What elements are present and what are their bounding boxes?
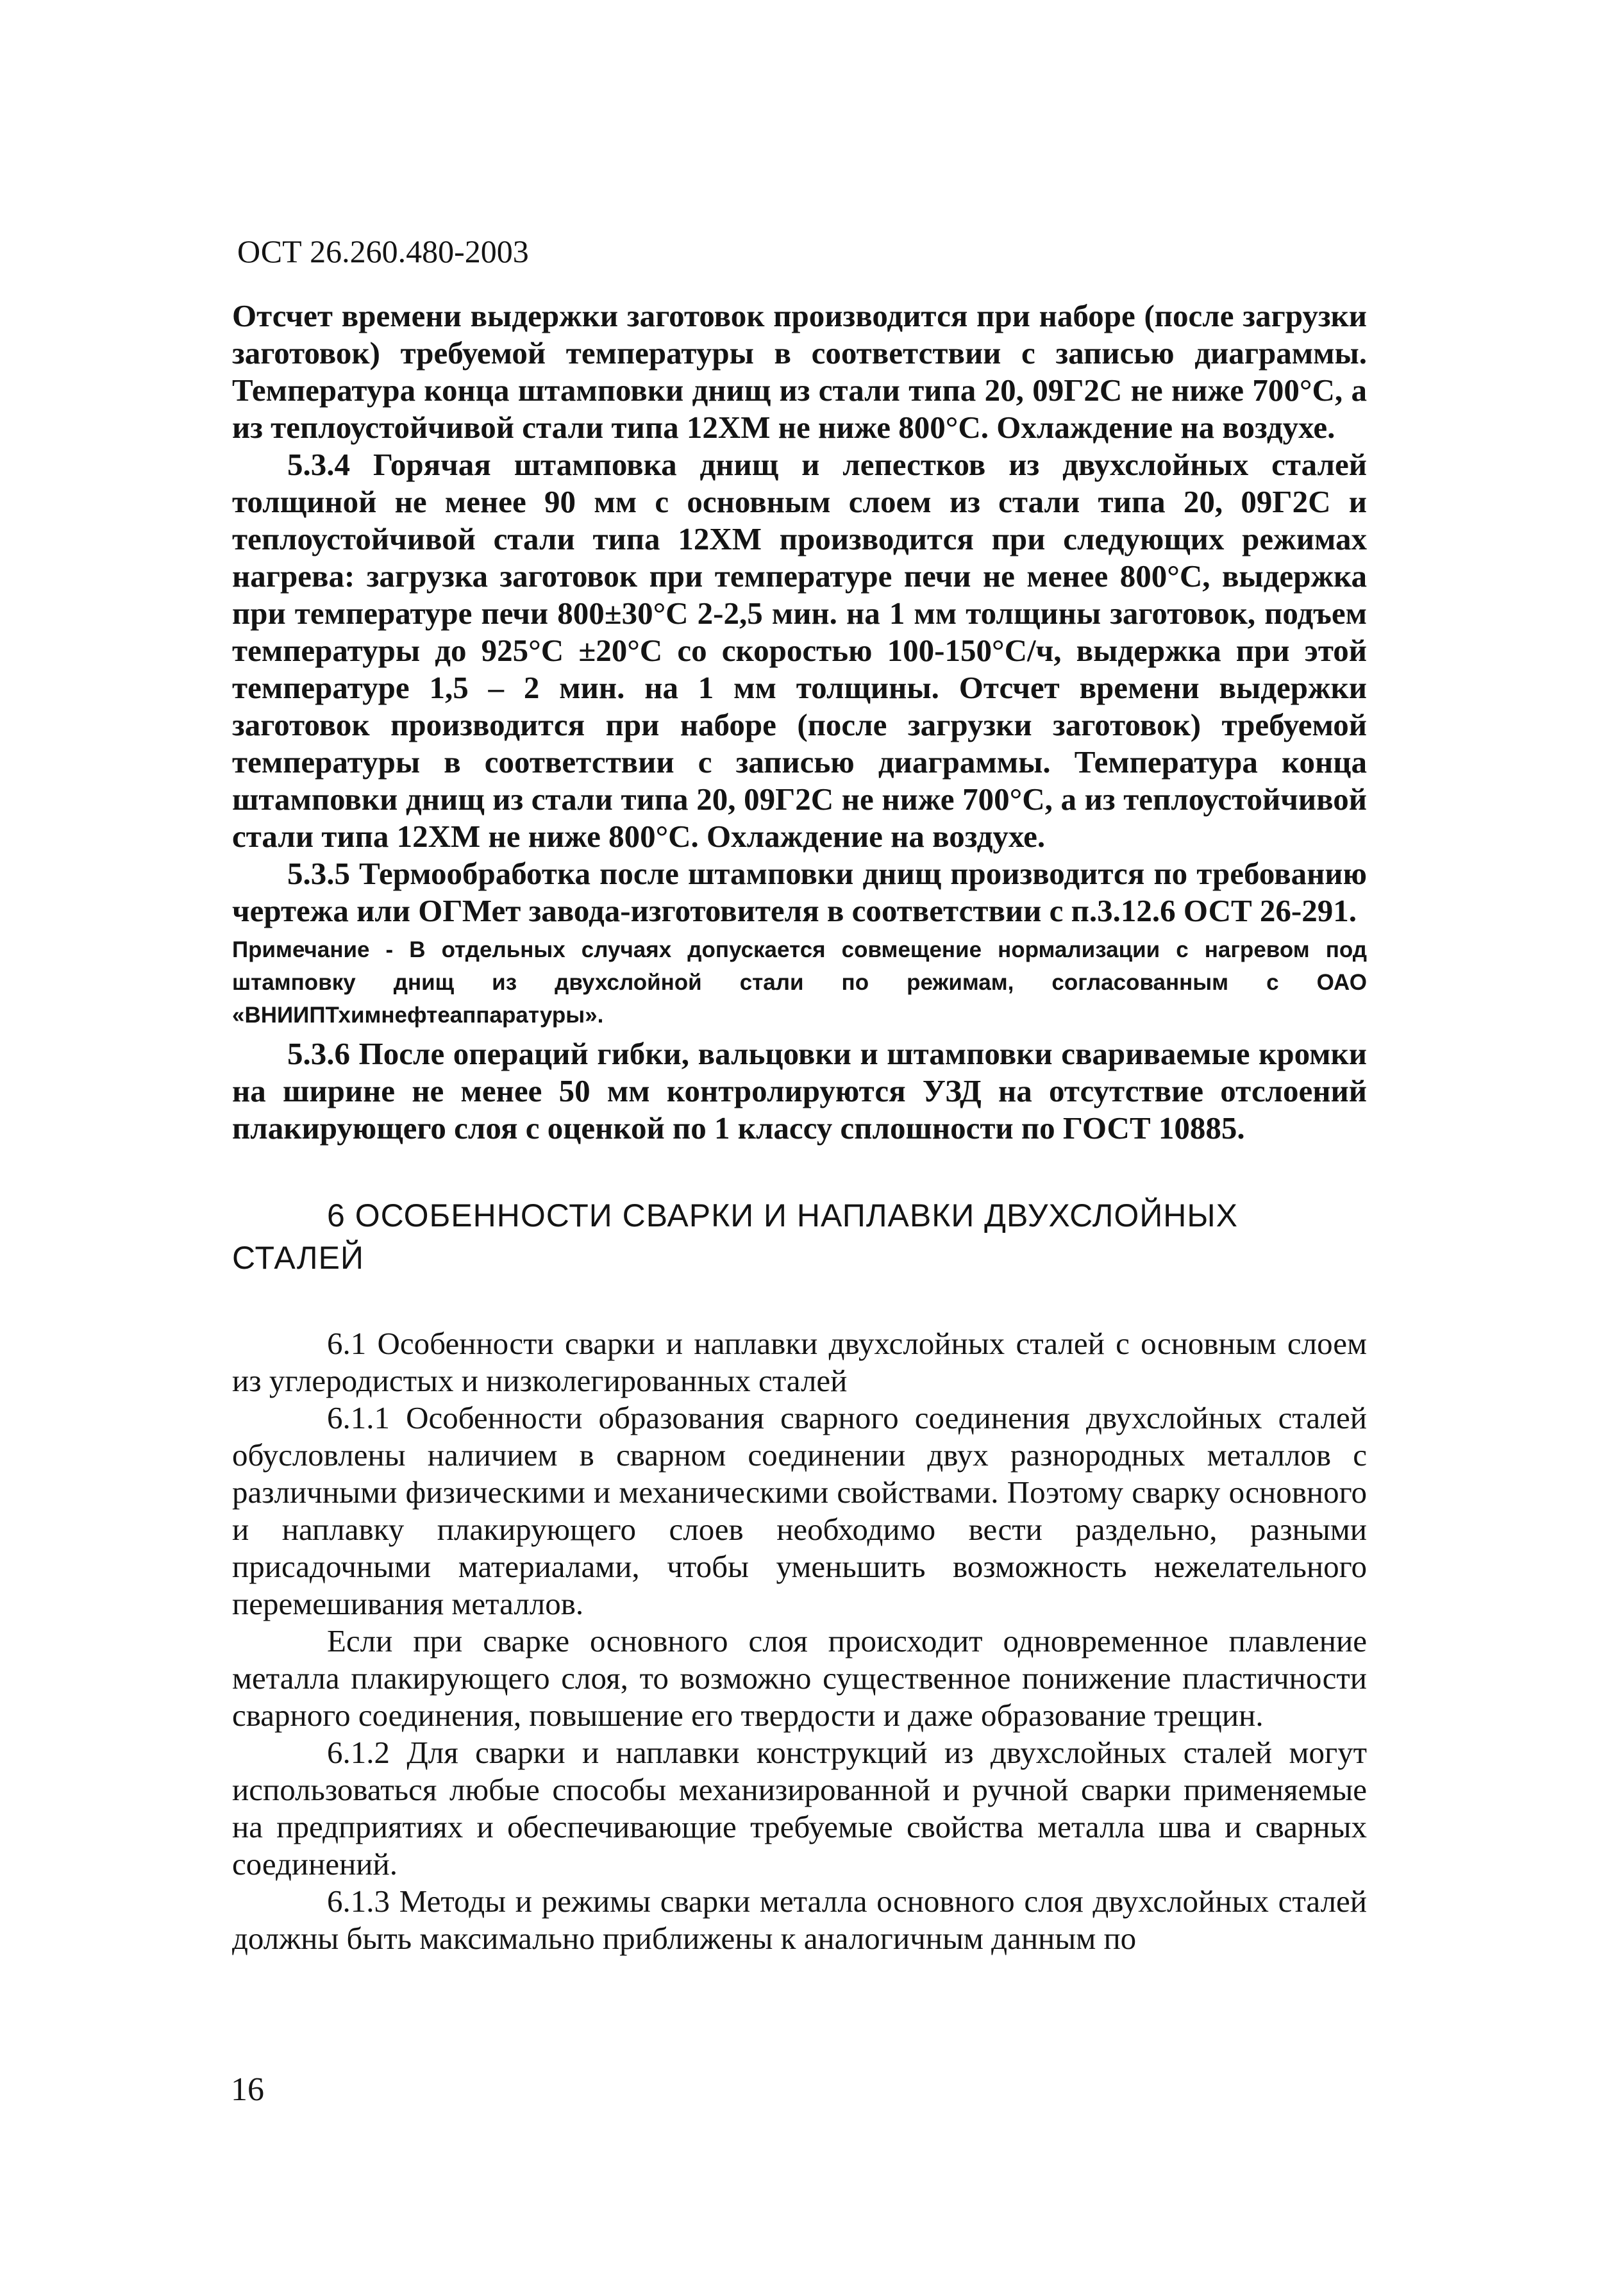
paragraph-cracking: Если при сварке основного слоя происходит одновременное плавление металла плакирующего слоя, то возможно существенное понижение пластичности сварного соединения, повышение его твердости и даже образование трещин. [232,1623,1367,1733]
note-paragraph: Примечание - В отдельных случаях допускается совмещение нормализации с нагревом под штамповку днищ из двухслойной стали по режимам, согласованным с ОАО «ВНИИПТхимнефтеаппаратуры». [232,937,1367,1028]
section-heading-6: 6 ОСОБЕННОСТИ СВАРКИ И НАПЛАВКИ ДВУХСЛОЙНЫХ СТАЛЕЙ [232,1198,1238,1276]
paragraph-5-3-5: 5.3.5 Термообработка после штамповки днищ производится по требованию чертежа или ОГМет завода-изготовителя в соответствии с п.3.12.6 ОСТ 26-291. [232,856,1367,928]
paragraph-holding-time: Отсчет времени выдержки заготовок производится при наборе (после загрузки заготовок) требуемой температуры в соответствии с записью диаграммы. Температура конца штамповки днищ из стали типа 20, 09Г2С не ниже 700°С, а из теплоустойчивой стали типа 12ХМ не ниже 800°С. Охлаждение на воздухе. [232,298,1367,445]
paragraph-5-3-6: 5.3.6 После операций гибки, вальцовки и штамповки свариваемые кромки на ширине не менее 50 мм контролируются УЗД на отсутствие отслоений плакирующего слоя с оценкой по 1 классу сплошности по ГОСТ 10885. [232,1036,1367,1146]
document-code-header: ОСТ 26.260.480-2003 [237,233,529,269]
page-number: 16 [231,2071,264,2108]
subsection-6-1-title: 6.1 Особенности сварки и наплавки двухслойных сталей с основным слоем из углеродистых и низколегированных сталей [232,1326,1367,1398]
paragraph-6-1-2: 6.1.2 Для сварки и наплавки конструкций из двухслойных сталей могут использоваться любые способы механизированной и ручной сварки применяемые на предприятиях и обеспечивающие требуемые свойства металла шва и сварных соединений. [232,1735,1367,1882]
paragraph-5-3-4: 5.3.4 Горячая штамповка днищ и лепестков из двухслойных сталей толщиной не менее 90 мм с основным слоем из стали типа 20, 09Г2С и теплоустойчивой стали типа 12ХМ производится при следующих режимах нагрева: загрузка заготовок при температуре печи не менее 800°С, выдержка при температуре печи 800±30°С 2-2,5 мин. на 1 мм толщины заготовок, подъем температуры до 925°С ±20°С со скоростью 100-150°С/ч, выдержка при этой температуре 1,5 – 2 мин. на 1 мм толщины. Отсчет времени выдержки заготовок производится при наборе (после загрузки заготовок) требуемой температуры в соответствии с записью диаграммы. Температура конца штамповки днищ из стали типа 20, 09Г2С не ниже 700°С, а из теплоустойчивой стали типа 12ХМ не ниже 800°С. Охлаждение на воздухе. [232,447,1367,854]
paragraph-6-1-3: 6.1.3 Методы и режимы сварки металла основного слоя двухслойных сталей должны быть максимально приближены к аналогичным данным по [232,1884,1367,1956]
paragraph-6-1-1: 6.1.1 Особенности образования сварного соединения двухслойных сталей обусловлены наличием в сварном соединении двух разнородных металлов с различными физическими и механическими свойствами. Поэтому сварку основного и наплавку плакирующего слоев необходимо вести раздельно, разными присадочными материалами, чтобы уменьшить возможность нежелательного перемешивания металлов. [232,1400,1367,1621]
page-body [232,297,1367,1957]
